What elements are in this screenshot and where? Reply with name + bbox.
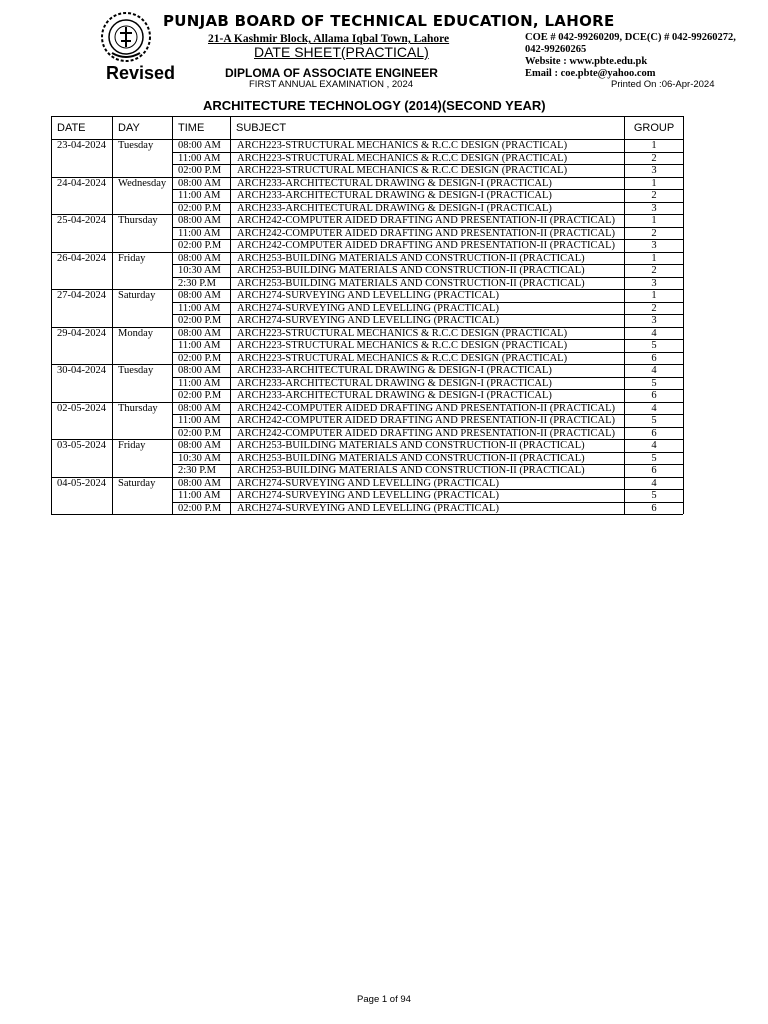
- cell-subject: ARCH233-ARCHITECTURAL DRAWING & DESIGN-I (PRACTICAL): [231, 390, 625, 403]
- cell-group: 3: [625, 202, 684, 215]
- cell-group: 1: [625, 140, 684, 153]
- cell-subject: ARCH274-SURVEYING AND LEVELLING (PRACTICAL): [231, 502, 625, 514]
- cell-time: 08:00 AM: [173, 440, 231, 453]
- cell-time: 08:00 AM: [173, 140, 231, 153]
- cell-time: 08:00 AM: [173, 177, 231, 190]
- cell-time: 11:00 AM: [173, 340, 231, 353]
- cell-subject: ARCH223-STRUCTURAL MECHANICS & R.C.C DESIGN (PRACTICAL): [231, 152, 625, 165]
- date-sheet-table: [51, 116, 684, 514]
- table-row: [52, 402, 684, 415]
- table-row: [52, 215, 684, 228]
- cell-time: 11:00 AM: [173, 152, 231, 165]
- cell-time: 11:00 AM: [173, 302, 231, 315]
- table-row: [52, 440, 684, 453]
- cell-group: 6: [625, 390, 684, 403]
- header-group: GROUP: [625, 117, 684, 140]
- table-row: [52, 252, 684, 265]
- cell-date: 02-05-2024: [52, 402, 113, 440]
- cell-group: 6: [625, 502, 684, 514]
- cell-subject: ARCH223-STRUCTURAL MECHANICS & R.C.C DESIGN (PRACTICAL): [231, 140, 625, 153]
- cell-group: 4: [625, 477, 684, 490]
- cell-day: Tuesday: [113, 140, 173, 178]
- table-row: [52, 177, 684, 190]
- cell-time: 11:00 AM: [173, 190, 231, 203]
- cell-group: 1: [625, 215, 684, 228]
- cell-subject: ARCH223-STRUCTURAL MECHANICS & R.C.C DESIGN (PRACTICAL): [231, 340, 625, 353]
- cell-group: 2: [625, 227, 684, 240]
- cell-time: 08:00 AM: [173, 252, 231, 265]
- cell-time: 02:00 P.M: [173, 165, 231, 178]
- cell-time: 02:00 P.M: [173, 427, 231, 440]
- cell-subject: ARCH233-ARCHITECTURAL DRAWING & DESIGN-I (PRACTICAL): [231, 377, 625, 390]
- cell-group: 5: [625, 377, 684, 390]
- cell-time: 11:00 AM: [173, 415, 231, 428]
- cell-day: Thursday: [113, 402, 173, 440]
- cell-date: 04-05-2024: [52, 477, 113, 514]
- exam-title: FIRST ANNUAL EXAMINATION , 2024: [249, 79, 414, 90]
- contact-phones: COE # 042-99260209, DCE(C) # 042-99260272,: [525, 32, 736, 43]
- table-header-row: [52, 117, 684, 140]
- cell-subject: ARCH233-ARCHITECTURAL DRAWING & DESIGN-I (PRACTICAL): [231, 202, 625, 215]
- cell-subject: ARCH233-ARCHITECTURAL DRAWING & DESIGN-I (PRACTICAL): [231, 190, 625, 203]
- cell-group: 4: [625, 440, 684, 453]
- cell-day: Monday: [113, 327, 173, 365]
- website-link[interactable]: Website : www.pbte.edu.pk: [525, 56, 648, 67]
- cell-time: 08:00 AM: [173, 215, 231, 228]
- cell-group: 4: [625, 327, 684, 340]
- cell-date: 25-04-2024: [52, 215, 113, 253]
- cell-time: 11:00 AM: [173, 377, 231, 390]
- table-bottom-border: [51, 514, 683, 515]
- cell-date: 03-05-2024: [52, 440, 113, 478]
- cell-time: 02:00 P.M: [173, 352, 231, 365]
- cell-subject: ARCH223-STRUCTURAL MECHANICS & R.C.C DESIGN (PRACTICAL): [231, 327, 625, 340]
- revised-label: Revised: [106, 63, 176, 83]
- cell-group: 3: [625, 277, 684, 290]
- cell-group: 1: [625, 290, 684, 303]
- sheet-title: DATE SHEET(PRACTICAL): [254, 44, 429, 60]
- cell-group: 1: [625, 252, 684, 265]
- cell-date: 30-04-2024: [52, 365, 113, 403]
- cell-group: 5: [625, 490, 684, 503]
- contact-block: [525, 32, 760, 80]
- cell-time: 08:00 AM: [173, 290, 231, 303]
- cell-subject: ARCH242-COMPUTER AIDED DRAFTING AND PRESENTATION-II (PRACTICAL): [231, 415, 625, 428]
- cell-time: 08:00 AM: [173, 365, 231, 378]
- cell-subject: ARCH274-SURVEYING AND LEVELLING (PRACTICAL): [231, 477, 625, 490]
- header-subject: SUBJECT: [231, 117, 625, 140]
- cell-group: 6: [625, 427, 684, 440]
- cell-time: 02:00 P.M: [173, 240, 231, 253]
- table-row: [52, 290, 684, 303]
- page-number: Page 1 of 94: [357, 994, 411, 1005]
- cell-group: 4: [625, 402, 684, 415]
- cell-group: 5: [625, 340, 684, 353]
- cell-group: 2: [625, 190, 684, 203]
- cell-date: 24-04-2024: [52, 177, 113, 215]
- cell-subject: ARCH223-STRUCTURAL MECHANICS & R.C.C DESIGN (PRACTICAL): [231, 352, 625, 365]
- cell-date: 27-04-2024: [52, 290, 113, 328]
- cell-subject: ARCH253-BUILDING MATERIALS AND CONSTRUCTION-II (PRACTICAL): [231, 440, 625, 453]
- cell-time: 2:30 P.M: [173, 277, 231, 290]
- board-title: PUNJAB BOARD OF TECHNICAL EDUCATION, LAHORE: [163, 12, 615, 30]
- cell-time: 08:00 AM: [173, 402, 231, 415]
- diploma-title: DIPLOMA OF ASSOCIATE ENGINEER: [225, 66, 438, 80]
- header-day: DAY: [113, 117, 173, 140]
- table-body: [52, 140, 684, 515]
- cell-subject: ARCH223-STRUCTURAL MECHANICS & R.C.C DESIGN (PRACTICAL): [231, 165, 625, 178]
- cell-day: Friday: [113, 252, 173, 290]
- header-date: DATE: [52, 117, 113, 140]
- cell-time: 02:00 P.M: [173, 502, 231, 514]
- cell-time: 10:30 AM: [173, 265, 231, 278]
- cell-subject: ARCH274-SURVEYING AND LEVELLING (PRACTICAL): [231, 315, 625, 328]
- cell-time: 11:00 AM: [173, 227, 231, 240]
- cell-subject: ARCH253-BUILDING MATERIALS AND CONSTRUCTION-II (PRACTICAL): [231, 252, 625, 265]
- cell-time: 02:00 P.M: [173, 390, 231, 403]
- cell-day: Saturday: [113, 290, 173, 328]
- cell-group: 2: [625, 265, 684, 278]
- cell-group: 2: [625, 302, 684, 315]
- board-address: 21-A Kashmir Block, Allama Iqbal Town, Lahore: [208, 33, 450, 45]
- cell-subject: ARCH242-COMPUTER AIDED DRAFTING AND PRESENTATION-II (PRACTICAL): [231, 402, 625, 415]
- cell-group: 6: [625, 352, 684, 365]
- cell-subject: ARCH253-BUILDING MATERIALS AND CONSTRUCTION-II (PRACTICAL): [231, 265, 625, 278]
- pbte-logo: [100, 11, 152, 63]
- cell-day: Thursday: [113, 215, 173, 253]
- cell-time: 2:30 P.M: [173, 465, 231, 478]
- cell-subject: ARCH274-SURVEYING AND LEVELLING (PRACTICAL): [231, 490, 625, 503]
- cell-time: 02:00 P.M: [173, 315, 231, 328]
- cell-subject: ARCH233-ARCHITECTURAL DRAWING & DESIGN-I (PRACTICAL): [231, 365, 625, 378]
- cell-group: 6: [625, 465, 684, 478]
- cell-time: 11:00 AM: [173, 490, 231, 503]
- cell-subject: ARCH274-SURVEYING AND LEVELLING (PRACTICAL): [231, 302, 625, 315]
- cell-date: 29-04-2024: [52, 327, 113, 365]
- cell-subject: ARCH233-ARCHITECTURAL DRAWING & DESIGN-I (PRACTICAL): [231, 177, 625, 190]
- table-row: [52, 140, 684, 153]
- cell-group: 1: [625, 177, 684, 190]
- cell-time: 08:00 AM: [173, 477, 231, 490]
- cell-group: 2: [625, 152, 684, 165]
- cell-subject: ARCH253-BUILDING MATERIALS AND CONSTRUCTION-II (PRACTICAL): [231, 277, 625, 290]
- cell-time: 02:00 P.M: [173, 202, 231, 215]
- cell-date: 26-04-2024: [52, 252, 113, 290]
- cell-subject: ARCH242-COMPUTER AIDED DRAFTING AND PRESENTATION-II (PRACTICAL): [231, 215, 625, 228]
- cell-group: 5: [625, 415, 684, 428]
- cell-subject: ARCH274-SURVEYING AND LEVELLING (PRACTICAL): [231, 290, 625, 303]
- cell-group: 3: [625, 315, 684, 328]
- cell-group: 3: [625, 165, 684, 178]
- table-row: [52, 477, 684, 490]
- cell-subject: ARCH242-COMPUTER AIDED DRAFTING AND PRESENTATION-II (PRACTICAL): [231, 240, 625, 253]
- cell-day: Tuesday: [113, 365, 173, 403]
- cell-group: 4: [625, 365, 684, 378]
- printed-on: Printed On :06-Apr-2024: [611, 79, 715, 90]
- table-row: [52, 327, 684, 340]
- table-row: [52, 365, 684, 378]
- cell-group: 5: [625, 452, 684, 465]
- cell-date: 23-04-2024: [52, 140, 113, 178]
- cell-day: Saturday: [113, 477, 173, 514]
- email-link[interactable]: Email : coe.pbte@yahoo.com: [525, 68, 656, 79]
- section-title: ARCHITECTURE TECHNOLOGY (2014)(SECOND YEAR): [203, 98, 546, 113]
- cell-subject: ARCH253-BUILDING MATERIALS AND CONSTRUCTION-II (PRACTICAL): [231, 465, 625, 478]
- cell-day: Friday: [113, 440, 173, 478]
- cell-subject: ARCH242-COMPUTER AIDED DRAFTING AND PRESENTATION-II (PRACTICAL): [231, 227, 625, 240]
- cell-time: 10:30 AM: [173, 452, 231, 465]
- cell-group: 3: [625, 240, 684, 253]
- cell-subject: ARCH242-COMPUTER AIDED DRAFTING AND PRESENTATION-II (PRACTICAL): [231, 427, 625, 440]
- header-time: TIME: [173, 117, 231, 140]
- cell-day: Wednesday: [113, 177, 173, 215]
- contact-phones-cont: 042-99260265: [525, 44, 587, 55]
- cell-time: 08:00 AM: [173, 327, 231, 340]
- cell-subject: ARCH253-BUILDING MATERIALS AND CONSTRUCTION-II (PRACTICAL): [231, 452, 625, 465]
